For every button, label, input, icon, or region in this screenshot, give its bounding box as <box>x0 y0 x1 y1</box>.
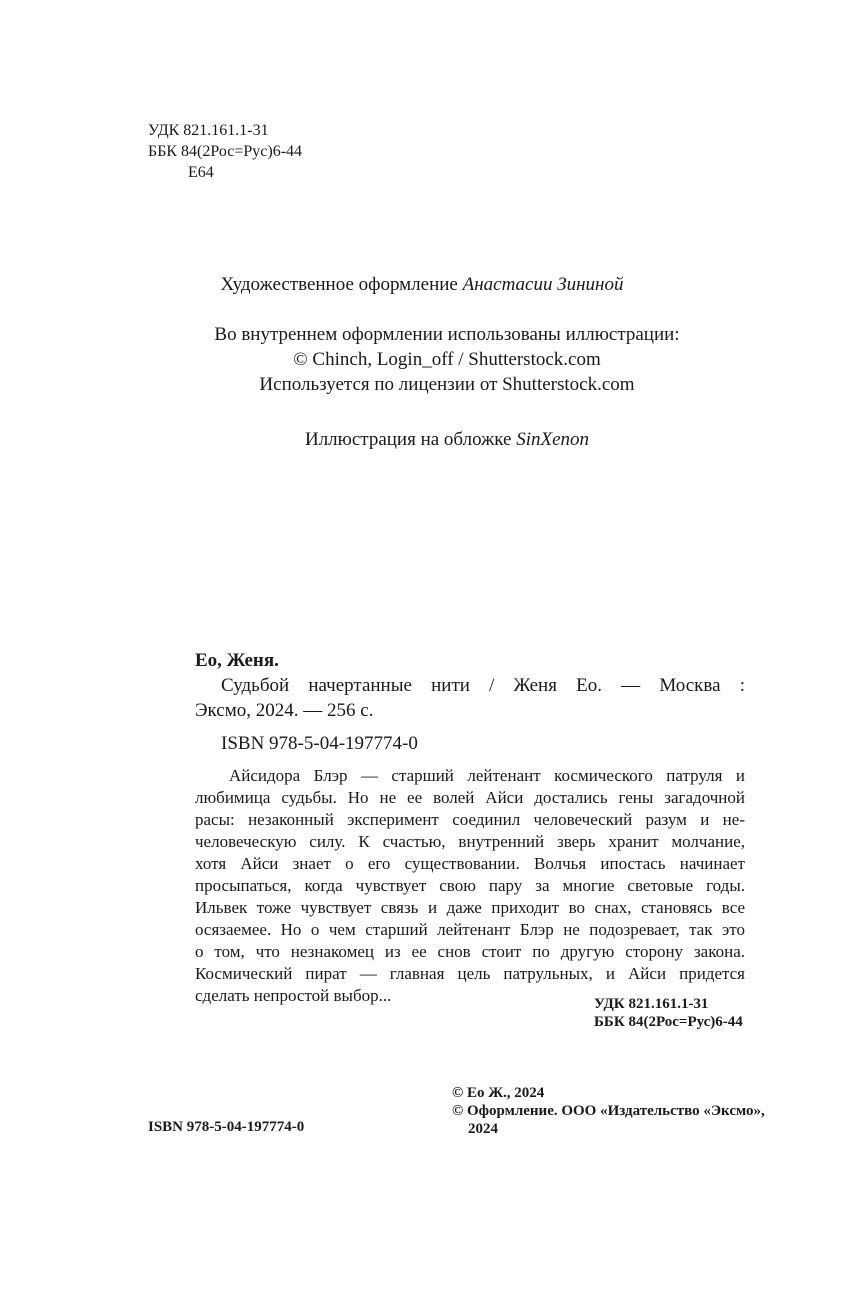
annotation-line: человеческую силу. К счастью, внутренний зверь хранит молчание, <box>195 832 745 851</box>
copyright-design: © Оформление. ООО «Издательство «Эксмо», <box>452 1103 765 1119</box>
annotation <box>195 765 745 1007</box>
illustrations-line2: © Chinch, Login_off / Shutterstock.com <box>293 349 601 370</box>
title-line1: Судьбой начертанные нити / Женя Ео. — Москва : <box>221 675 745 696</box>
bbk-code: ББК 84(2Рос=Рус)6-44 <box>148 143 303 160</box>
udk-code: УДК 821.161.1-31 <box>148 122 269 139</box>
title-line2: Эксмо, 2024. — 256 с. <box>195 700 374 721</box>
classification-block <box>148 120 302 183</box>
illustrations-line3: Используется по лицензии от Shutterstock.com <box>259 374 635 395</box>
illustrations-credit <box>0 322 844 397</box>
cover-credit <box>0 427 844 452</box>
cover-artist-name: SinXenon <box>516 429 590 450</box>
design-credit-prefix: Художественное оформление <box>220 274 463 295</box>
design-credit <box>0 272 844 297</box>
copyright-design-year: 2024 <box>468 1121 498 1137</box>
annotation-last-line: сделать непростой выбор... <box>195 986 392 1005</box>
footer-udk: УДК 821.161.1-31 <box>594 996 709 1012</box>
copyright-author: © Ео Ж., 2024 <box>452 1085 545 1101</box>
author-heading: Ео, Женя. <box>195 650 279 671</box>
annotation-line: любимица судьбы. Но не ее волей Айси достались гены загадочной <box>195 788 745 807</box>
bibliographic-description <box>195 673 745 756</box>
isbn-line: ISBN 978-5-04-197774-0 <box>221 733 418 754</box>
annotation-line: о том, что незнакомец из ее снов стоит по другую сторону закона. <box>195 942 745 961</box>
annotation-line: расы: незаконный эксперимент соединил человеческий разум и не- <box>195 810 745 829</box>
annotation-line: Айсидора Блэр — старший лейтенант космического патруля и <box>229 766 745 785</box>
footer-isbn: ISBN 978-5-04-197774-0 <box>148 1119 305 1135</box>
annotation-line: просыпаться, когда чувствует свою пару за многие световые годы. <box>195 876 745 895</box>
designer-name: Анастасии Зининой <box>462 274 624 295</box>
copyright-block <box>452 1084 765 1138</box>
annotation-line: Ильвек тоже чувствует связь и даже приходит во снах, становясь все <box>195 898 745 917</box>
footer-classification <box>594 995 743 1031</box>
cover-credit-prefix: Иллюстрация на обложке <box>304 429 517 450</box>
author-mark: Е64 <box>188 164 214 181</box>
annotation-line: осязаемее. Но о чем старший лейтенант Блэр не подозревает, так это <box>195 920 745 939</box>
annotation-line: хотя Айси знает о его существовании. Волчья ипостась начинает <box>195 854 745 873</box>
footer-bbk: ББК 84(2Рос=Рус)6-44 <box>594 1014 743 1030</box>
illustrations-line1: Во внутреннем оформлении использованы иллюстрации: <box>214 324 680 345</box>
annotation-line: Космический пират — главная цель патрульных, и Айси придется <box>195 964 745 983</box>
